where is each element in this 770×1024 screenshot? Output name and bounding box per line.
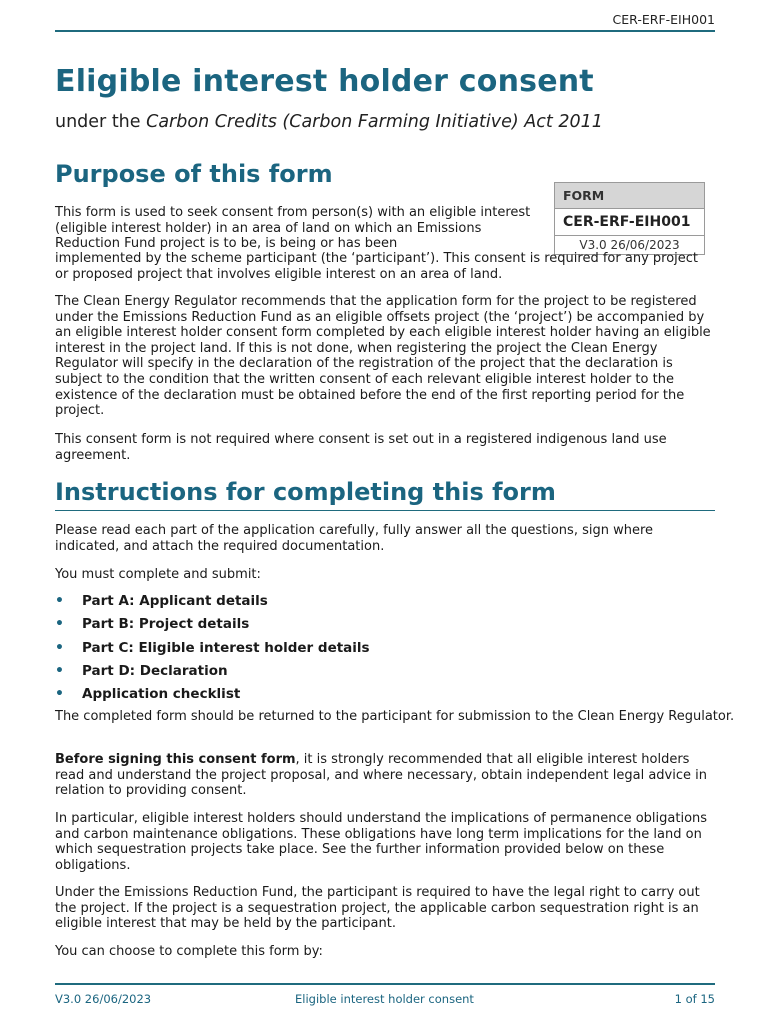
- list-item-label: Part B: Project details: [82, 616, 250, 633]
- list-item: [55, 663, 715, 686]
- bullet-icon: •: [55, 593, 64, 609]
- instructions-paragraph-6: Under the Emissions Reduction Fund, the participant is required to have the legal right to carry out the project. If the project is a sequestration project, the applicable carbon sequestration right is an eligible interest that may be held by the participant.: [55, 885, 700, 932]
- instructions-paragraph-2: You must complete and submit:: [55, 567, 261, 582]
- header-form-code: CER-ERF-EIH001: [612, 12, 715, 27]
- instructions-paragraph-1: Please read each part of the application carefully, fully answer all the questions, sign where indicated, and attach the required documentation.: [55, 523, 654, 554]
- list-item-label: Part C: Eligible interest holder details: [82, 639, 370, 656]
- bullet-icon: •: [55, 662, 64, 679]
- form-box-code: CER-ERF-EIH001: [555, 209, 704, 236]
- form-id-box: [554, 182, 705, 255]
- instructions-paragraph-5: In particular, eligible interest holders should understand the implications of permanence obligations and carbon maintenance obligations. These obligations have long term implications for the land on which sequestration projects take place. See the further information provided below on these obligations.: [55, 811, 708, 873]
- footer-divider: [55, 983, 715, 985]
- list-item: [55, 593, 715, 616]
- signing-advice-bold: Before signing this consent form: [55, 752, 296, 767]
- submission-checklist: [55, 593, 715, 709]
- purpose-paragraph-2: The Clean Energy Regulator recommends that the application form for the project to be registered under the Emissions Reduction Fund as an eligible offsets project (the ‘project’) be accompanied by an eligible interest holder consent form completed by each eligible interest holder having an eligible interest in the project land. If this is not done, when registering the project the Clean Energy Regulator will specify in the declaration of the registration of the project that the declaration is subject to the condition that the written consent of each relevant eligible interest holder to the existence of the declaration must be obtained before the end of the first reporting period for the project.: [55, 294, 711, 419]
- footer-version: V3.0 26/06/2023: [55, 992, 152, 1006]
- bullet-icon: •: [55, 686, 64, 703]
- signing-advice-text: , it is strongly recommended that all eligible interest holders read and understand the project proposal, and where necessary, obtain independent legal advice in relation to providing consent.: [55, 752, 707, 799]
- instructions-heading: Instructions for completing this form: [55, 478, 715, 511]
- form-box-version: V3.0 26/06/2023: [579, 238, 680, 252]
- bullet-icon: •: [55, 616, 64, 633]
- page-subtitle: [55, 112, 603, 132]
- list-item-label: Part A: Applicant details: [82, 593, 268, 609]
- instructions-paragraph-4: [55, 752, 715, 799]
- purpose-paragraph-1b: implemented by the scheme participant (the ‘participant’). This consent is required for any project or proposed project that involves eligible interest on an area of land.: [55, 251, 699, 282]
- page-title: Eligible interest holder consent: [55, 64, 594, 99]
- footer-title: Eligible interest holder consent: [295, 992, 474, 1006]
- purpose-paragraph-1a: This form is used to seek consent from person(s) with an eligible interest (eligible interest holder) in an area of land on which an Emissions Reduction Fund project is to be, is being or has been: [55, 205, 531, 252]
- list-item-label: Part D: Declaration: [82, 662, 228, 679]
- header-divider: [55, 30, 715, 32]
- purpose-paragraph-3: This consent form is not required where consent is set out in a registered indigenous land use agreement.: [55, 432, 667, 463]
- subtitle-act-name: Carbon Credits (Carbon Farming Initiative) Act 2011: [146, 112, 603, 132]
- subtitle-prefix: under the: [55, 112, 147, 132]
- instructions-paragraph-3: The completed form should be returned to the participant for submission to the Clean Energy Regulator.: [55, 709, 735, 724]
- bullet-icon: •: [55, 639, 64, 656]
- instructions-paragraph-7: You can choose to complete this form by:: [55, 944, 323, 959]
- list-item: [55, 616, 715, 639]
- list-item: [55, 686, 715, 709]
- list-item-label: Application checklist: [82, 686, 241, 703]
- purpose-heading: Purpose of this form: [55, 160, 333, 188]
- list-item: [55, 640, 715, 663]
- footer-page-number: 1 of 15: [674, 992, 715, 1006]
- form-box-label: FORM: [555, 183, 704, 209]
